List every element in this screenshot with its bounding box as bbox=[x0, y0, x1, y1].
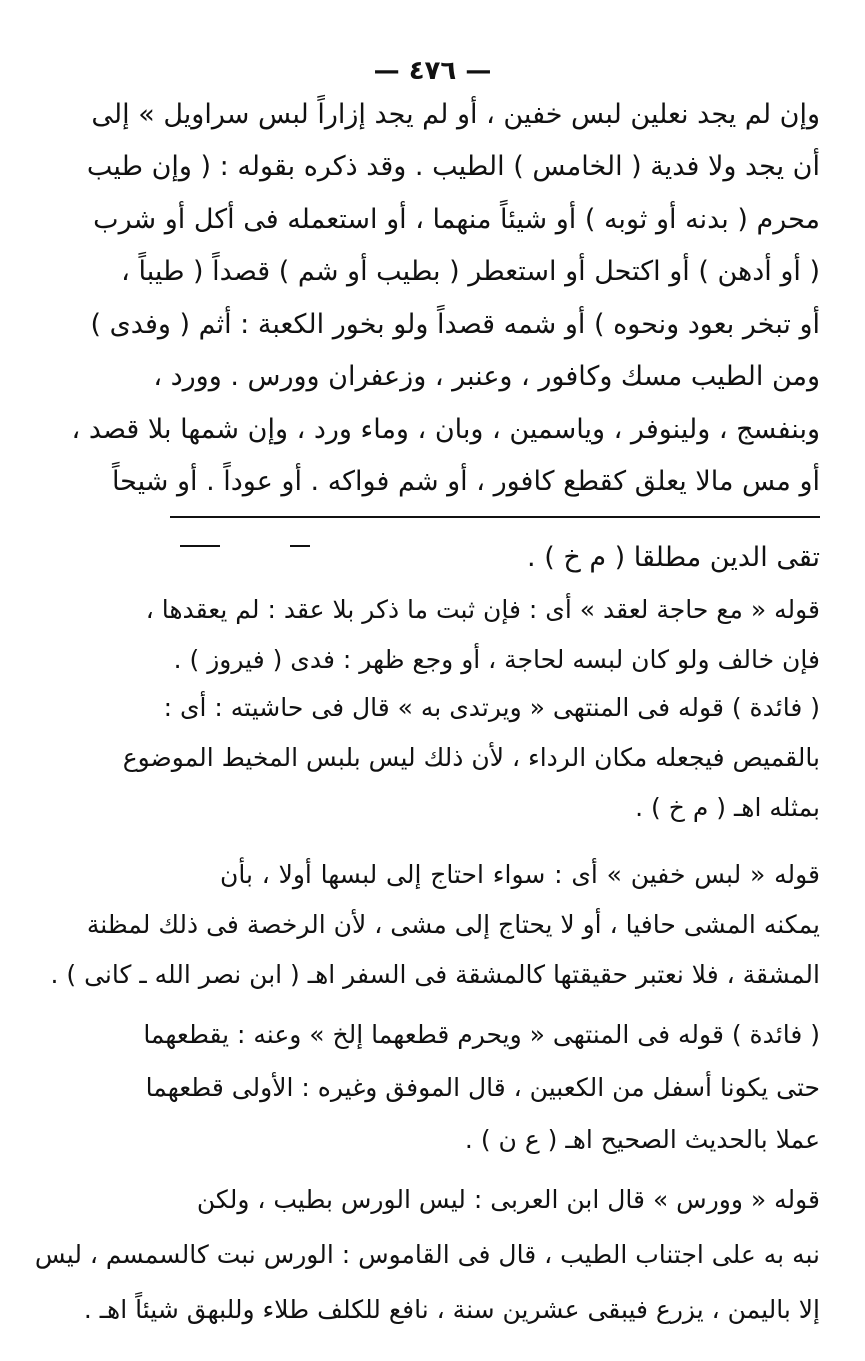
main-line: ومن الطيب مسك وكافور ، وعنبر ، وزعفران وورس . وورد ، bbox=[153, 361, 820, 392]
note-line: يمكنه المشى حافيا ، أو لا يحتاج إلى مشى ، لأن الرخصة فى ذلك لمظنة bbox=[86, 910, 820, 939]
note-line: نبه به على اجتناب الطيب ، قال فى القاموس : الورس نبت كالسمسم ، ليس bbox=[34, 1240, 820, 1269]
note-line: فإن خالف ولو كان لبسه لحاجة ، أو وجع ظهر : فدى ( فيروز ) . bbox=[173, 645, 820, 674]
note-line: قوله « مع حاجة لعقد » أى : فإن ثبت ما ذكر بلا عقد : لم يعقدها ، bbox=[145, 595, 820, 624]
note-line: قوله « وورس » قال ابن العربى : ليس الورس بطيب ، ولكن bbox=[196, 1185, 820, 1214]
separator-rule bbox=[170, 516, 820, 518]
main-line: وإن لم يجد نعلين لبس خفين ، أو لم يجد إزاراً لبس سراويل » إلى bbox=[91, 99, 820, 130]
note-line: عملا بالحديث الصحيح اهـ ( ع ن ) . bbox=[464, 1125, 820, 1154]
note-line: بالقميص فيجعله مكان الرداء ، لأن ذلك ليس بلبس المخيط الموضوع bbox=[122, 743, 820, 772]
main-line: تقى الدين مطلقا ( م خ ) . bbox=[527, 542, 820, 573]
main-line: أو مس مالا يعلق كقطع كافور ، أو شم فواكه . أو عوداً . أو شيحاً bbox=[111, 466, 820, 497]
note-line: حتى يكونا أسفل من الكعبين ، قال الموفق وغيره : الأولى قطعهما bbox=[145, 1073, 820, 1102]
note-line: قوله « لبس خفين » أى : سواء احتاج إلى لبسها أولا ، بأن bbox=[220, 860, 820, 889]
main-line: ( أو أدهن ) أو اكتحل أو استعطر ( بطيب أو شم ) قصداً ( طيباً ، bbox=[121, 256, 820, 287]
note-line: ( فائدة ) قوله فى المنتهى « ويحرم قطعهما إلخ » وعنه : يقطعهما bbox=[143, 1020, 820, 1049]
page-number: — ٤٧٦ — bbox=[373, 56, 492, 86]
main-line: محرم ( بدنه أو ثوبه ) أو شيئاً منهما ، أو استعمله فى أكل أو شرب bbox=[93, 204, 820, 235]
separator-rule-fragment bbox=[180, 545, 220, 547]
note-line: بمثله اهـ ( م خ ) . bbox=[635, 793, 820, 822]
main-line: وبنفسج ، ولينوفر ، وياسمين ، وبان ، وماء ورد ، وإن شمها بلا قصد ، bbox=[71, 414, 820, 445]
note-line: ( فائدة ) قوله فى المنتهى « ويرتدى به » قال فى حاشيته : أى : bbox=[163, 693, 820, 722]
note-line: المشقة ، فلا نعتبر حقيقتها كالمشقة فى السفر اهـ ( ابن نصر الله ـ كانى ) . bbox=[50, 960, 820, 989]
main-line: أو تبخر بعود ونحوه ) أو شمه قصداً ولو بخور الكعبة : أثم ( وفدى ) bbox=[90, 309, 820, 340]
separator-rule-fragment bbox=[290, 545, 310, 547]
note-line: إلا باليمن ، يزرع فيبقى عشرين سنة ، نافع للكلف طلاء وللبهق شيئاً اهـ . bbox=[83, 1295, 820, 1324]
main-line: أن يجد ولا فدية ( الخامس ) الطيب . وقد ذكره بقوله : ( وإن طيب bbox=[86, 151, 820, 182]
